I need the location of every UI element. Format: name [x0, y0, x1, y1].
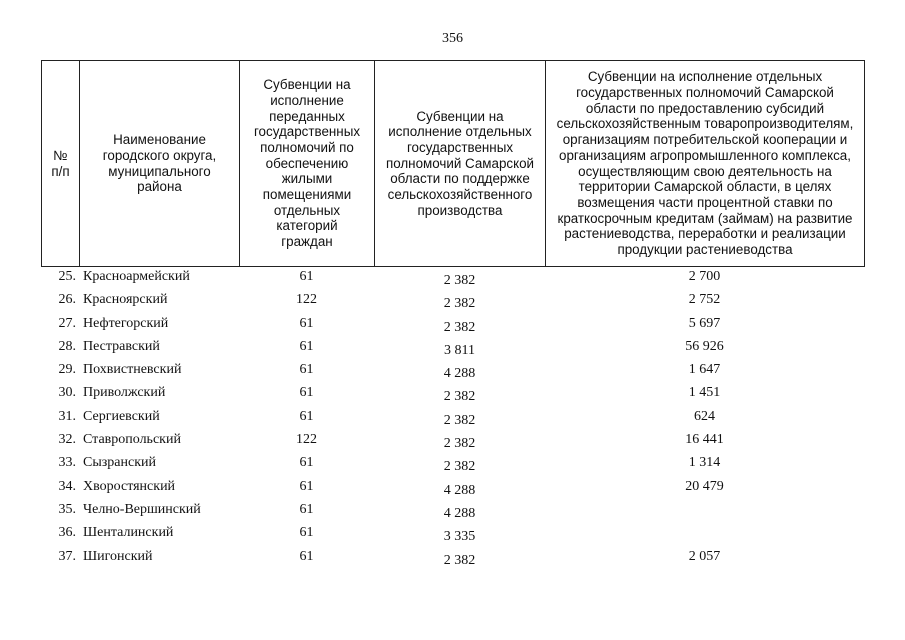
row-number: 34.	[58, 478, 76, 494]
table-row	[41, 478, 864, 501]
row-interest-subsidy-value: 2 752	[688, 292, 721, 308]
row-number: 29.	[58, 362, 76, 378]
row-agri-support-value: 2 382	[443, 389, 476, 405]
row-district-name: Нефтегорский	[83, 315, 169, 331]
header-col-housing	[240, 61, 375, 267]
row-housing-value: 122	[296, 432, 317, 448]
row-agri-support-value: 2 382	[443, 459, 476, 475]
row-housing-value: 61	[299, 385, 314, 401]
row-agri-support-value: 4 288	[443, 366, 476, 382]
row-number: 27.	[58, 315, 76, 331]
header-col-name	[80, 61, 240, 267]
row-agri-support-value: 2 382	[443, 436, 476, 452]
row-interest-subsidy-value: 5 697	[688, 315, 721, 331]
row-district-name: Приволжский	[83, 385, 166, 401]
header-col-number	[42, 61, 80, 267]
table-row	[41, 291, 864, 314]
row-housing-value: 61	[299, 408, 314, 424]
row-interest-subsidy-value: 56 926	[685, 338, 724, 354]
table-row	[41, 524, 864, 547]
row-number: 30.	[58, 385, 76, 401]
row-housing-value: 61	[299, 455, 314, 471]
row-agri-support-value: 3 335	[443, 529, 476, 545]
table-row	[41, 268, 864, 291]
row-housing-value: 122	[296, 292, 317, 308]
row-district-name: Красноярский	[83, 292, 168, 308]
header-col-number-text: № п/п	[51, 147, 70, 179]
row-number: 25.	[58, 269, 76, 284]
row-interest-subsidy-value: 624	[694, 408, 715, 424]
row-agri-support-value: 2 382	[443, 552, 476, 568]
row-interest-subsidy-value: 1 451	[688, 385, 721, 401]
row-interest-subsidy-value: 16 441	[685, 432, 724, 448]
header-col-interest-subsidy	[546, 61, 865, 267]
row-district-name: Шенталинский	[83, 525, 174, 541]
row-number: 26.	[58, 292, 76, 308]
header-col-agri-support	[375, 61, 546, 267]
row-number: 35.	[58, 501, 76, 517]
table-row	[41, 548, 864, 571]
row-district-name: Красноармейский	[83, 269, 190, 284]
row-district-name: Сергиевский	[83, 408, 160, 424]
row-number: 28.	[58, 338, 76, 354]
table-body	[41, 268, 864, 571]
row-district-name: Пестравский	[83, 338, 160, 354]
row-district-name: Хворостянский	[83, 478, 176, 494]
row-housing-value: 61	[299, 548, 314, 564]
header-col-name-text: Наименование городского округа, муниципального района	[102, 132, 217, 195]
row-housing-value: 61	[299, 338, 314, 354]
row-housing-value: 61	[299, 269, 314, 284]
table-row	[41, 384, 864, 407]
table-row	[41, 408, 864, 431]
row-agri-support-value: 4 288	[443, 505, 476, 521]
page-number: 356	[442, 31, 463, 46]
header-col-agri-support-text: Субвенции на исполнение отдельных государственных полномочий Самарской области по поддержке сельскохозяйственного производства	[385, 108, 535, 218]
table-row	[41, 338, 864, 361]
row-district-name: Шигонский	[83, 548, 153, 564]
table-row	[41, 501, 864, 524]
header-col-interest-subsidy-text: Субвенции на исполнение отдельных государственных полномочий Самарской области по предоставлению субсидий сельскохозяйственным товаропроизводителям, организациям потребительской кооперации и организациям агропромышленного комплекса, осуществляющим свою деятельность на территории Самарской области, в целях возмещения части процентной ставки по краткосрочным кредитам (займам) на развитие растениеводства, переработки и реализации продукции растениеводства	[556, 69, 854, 258]
header-col-housing-text: Субвенции на исполнение переданных государственных полномочий по обеспечению жилыми помещениями отдельных категорий граждан	[253, 77, 361, 250]
table-header	[41, 60, 865, 267]
row-housing-value: 61	[299, 525, 314, 541]
row-interest-subsidy-value: 20 479	[685, 478, 724, 494]
row-agri-support-value: 2 382	[443, 412, 476, 428]
row-interest-subsidy-value: 2 700	[688, 269, 721, 284]
row-agri-support-value: 2 382	[443, 319, 476, 335]
row-district-name: Челно-Вершинский	[83, 501, 201, 517]
row-agri-support-value: 2 382	[443, 296, 476, 312]
row-interest-subsidy-value: 2 057	[688, 548, 721, 564]
row-number: 33.	[58, 455, 76, 471]
row-number: 37.	[58, 548, 76, 564]
row-agri-support-value: 2 382	[443, 273, 476, 288]
row-district-name: Похвистневский	[83, 362, 182, 378]
row-housing-value: 61	[299, 315, 314, 331]
row-number: 36.	[58, 525, 76, 541]
row-number: 31.	[58, 408, 76, 424]
row-district-name: Ставропольский	[83, 432, 181, 448]
row-district-name: Сызранский	[83, 455, 156, 471]
table-row	[41, 315, 864, 338]
row-housing-value: 61	[299, 362, 314, 378]
row-housing-value: 61	[299, 501, 314, 517]
row-number: 32.	[58, 432, 76, 448]
row-interest-subsidy-value: 1 647	[688, 362, 721, 378]
row-housing-value: 61	[299, 478, 314, 494]
row-agri-support-value: 4 288	[443, 482, 476, 498]
table-row	[41, 361, 864, 384]
table-row	[41, 431, 864, 454]
row-agri-support-value: 3 811	[444, 342, 475, 358]
row-interest-subsidy-value: 1 314	[688, 455, 721, 471]
table-row	[41, 454, 864, 477]
